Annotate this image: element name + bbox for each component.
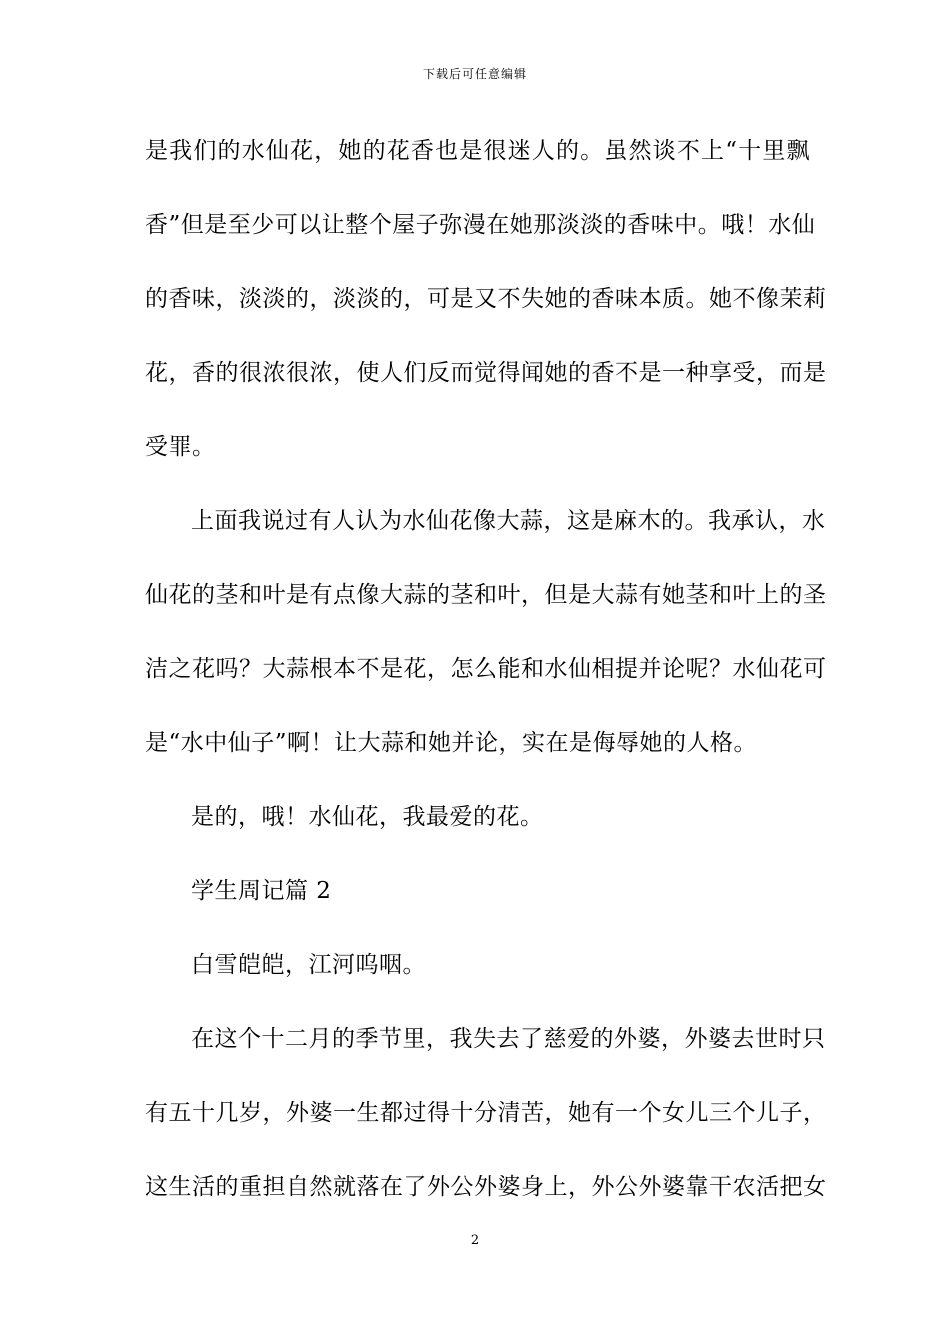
text-line: 洁之花吗？大蒜根本不是花，怎么能和水仙相提并论呢？水仙花可: [145, 656, 827, 682]
text-line: 上面我说过有人认为水仙花像大蒜，这是麻木的。我承认，水: [191, 508, 826, 534]
page-header: 下载后可任意编辑: [422, 67, 527, 81]
text-line: 是“水中仙子”啊！让大蒜和她并论，实在是侮辱她的人格。: [145, 730, 758, 756]
text-line: 香”但是至少可以让整个屋子弥漫在她那淡淡的香味中。哦！水仙: [145, 212, 816, 238]
text-line: 是我们的水仙花，她的花香也是很迷人的。虽然谈不上“十里飘: [145, 138, 810, 164]
text-line: 在这个十二月的季节里，我失去了慈爱的外婆，外婆去世时只: [191, 1026, 826, 1052]
text-line: 花，香的很浓很浓，使人们反而觉得闻她的香不是一种享受，而是: [145, 360, 827, 386]
text-line: 白雪皑皑，江河呜咽。: [191, 952, 426, 978]
text-line: 是的，哦！水仙花，我最爱的花。: [191, 804, 544, 830]
document-body: [145, 130, 827, 1240]
text-line: 受罪。: [145, 434, 216, 460]
text-line: 这生活的重担自然就落在了外公外婆身上，外公外婆靠干农活把女: [145, 1174, 827, 1200]
page-number: 2: [470, 1233, 480, 1248]
text-line: 有五十几岁，外婆一生都过得十分清苦，她有一个女儿三个儿子，: [145, 1100, 827, 1126]
text-line: 仙花的茎和叶是有点像大蒜的茎和叶，但是大蒜有她茎和叶上的圣: [145, 582, 827, 608]
section-heading: 学生周记篇 2: [191, 878, 332, 904]
text-line: 的香味，淡淡的，淡淡的，可是又不失她的香味本质。她不像茉莉: [145, 286, 827, 312]
